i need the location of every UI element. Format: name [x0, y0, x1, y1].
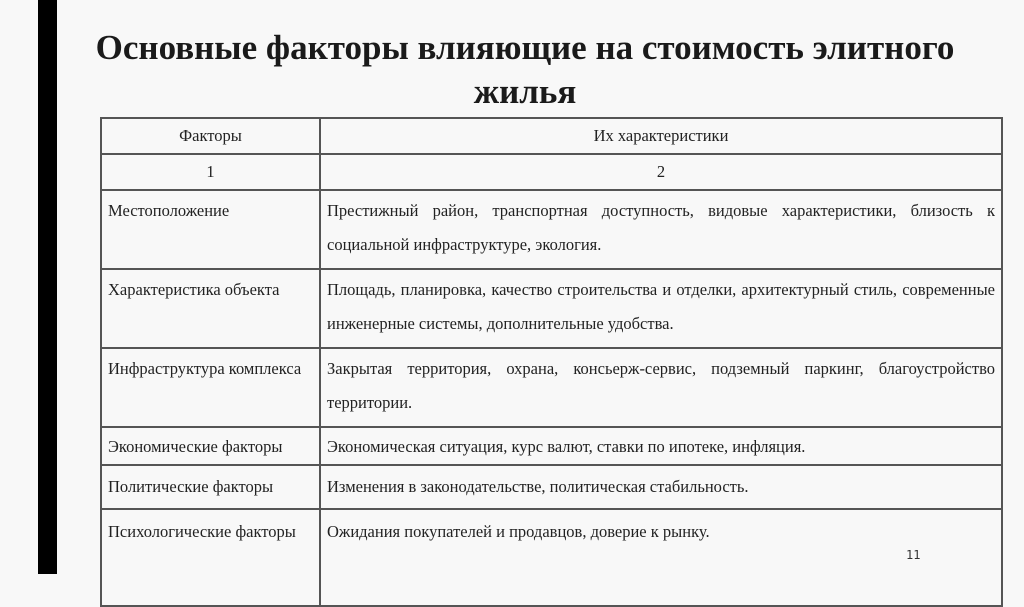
- description-cell: Ожидания покупателей и продавцов, доверие к рынку.: [320, 509, 1002, 606]
- table-number-row: [101, 154, 1002, 190]
- table-header-row: [101, 118, 1002, 154]
- factor-cell: Инфраструктура комплекса: [101, 348, 320, 427]
- factor-cell: Характеристика объекта: [101, 269, 320, 348]
- table-row: [101, 348, 1002, 427]
- slide-title: Основные факторы влияющие на стоимость элитного жилья: [95, 28, 955, 111]
- table-row: [101, 509, 1002, 606]
- column-number-2: 2: [320, 154, 1002, 190]
- description-cell: Закрытая территория, охрана, консьерж-сервис, подземный паркинг, благоустройство территории.: [320, 348, 1002, 427]
- factors-table: [100, 117, 1003, 607]
- description-cell: Престижный район, транспортная доступность, видовые характеристики, близость к социальной инфраструктуре, экология.: [320, 190, 1002, 269]
- table-row: [101, 465, 1002, 509]
- description-cell: Экономическая ситуация, курс валют, ставки по ипотеке, инфляция.: [320, 427, 1002, 465]
- table-row: [101, 269, 1002, 348]
- description-cell: Площадь, планировка, качество строительства и отделки, архитектурный стиль, современные инженерные системы, дополнительные удобства.: [320, 269, 1002, 348]
- description-cell: Изменения в законодательстве, политическая стабильность.: [320, 465, 1002, 509]
- factor-cell: Местоположение: [101, 190, 320, 269]
- table-row: [101, 427, 1002, 465]
- factor-cell: Экономические факторы: [101, 427, 320, 465]
- header-characteristics: Их характеристики: [320, 118, 1002, 154]
- factor-cell: Психологические факторы: [101, 509, 320, 606]
- table-row: [101, 190, 1002, 269]
- page-number: 11: [906, 548, 921, 562]
- factor-cell: Политические факторы: [101, 465, 320, 509]
- header-factors: Факторы: [101, 118, 320, 154]
- column-number-1: 1: [101, 154, 320, 190]
- left-accent-bar: [38, 0, 57, 574]
